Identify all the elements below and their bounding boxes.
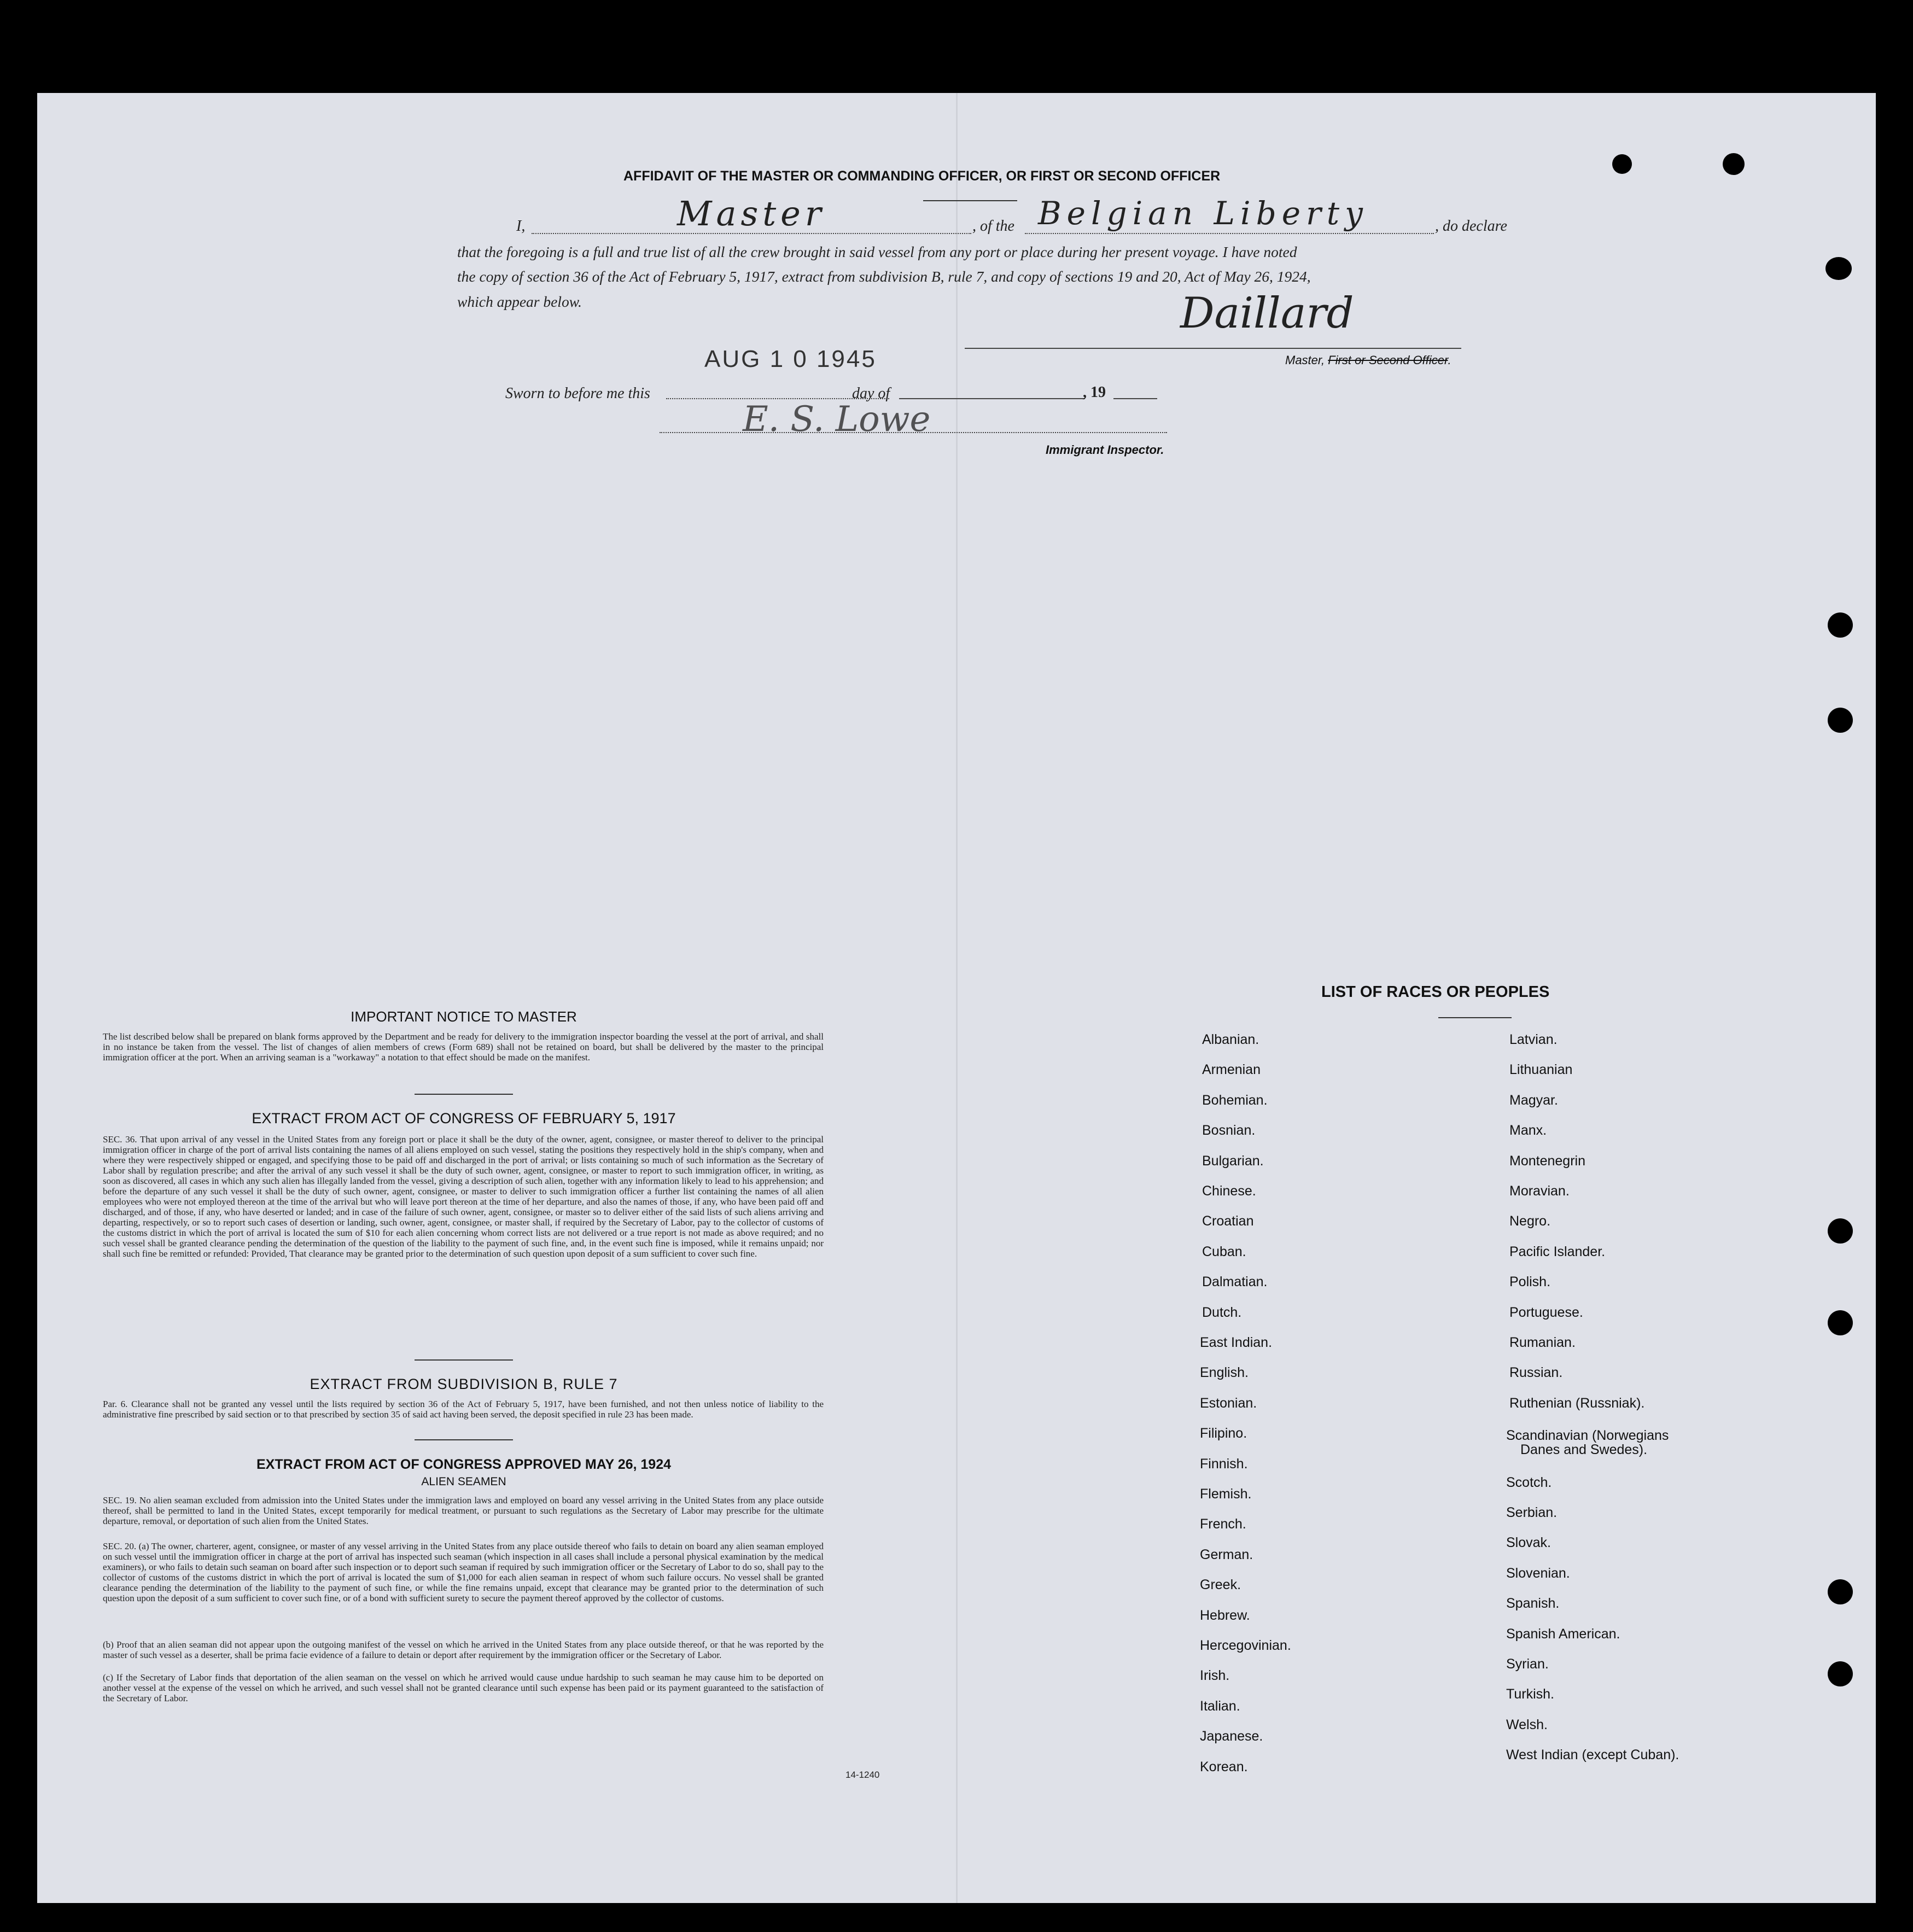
race-item: Chinese. xyxy=(1202,1183,1256,1199)
race-item: Magyar. xyxy=(1509,1092,1558,1108)
races-title: LIST OF RACES OR PEOPLES xyxy=(1321,983,1550,1001)
vessel-name-line xyxy=(1025,233,1434,234)
race-item: Dalmatian. xyxy=(1202,1274,1268,1290)
punch-hole xyxy=(1723,153,1745,175)
separator xyxy=(415,1439,513,1440)
race-item: Russian. xyxy=(1509,1365,1563,1381)
race-item: Spanish. xyxy=(1506,1596,1560,1612)
rule7-title: EXTRACT FROM SUBDIVISION B, RULE 7 xyxy=(310,1376,618,1392)
affidavit-body-line-1: that the foregoing is a full and true list of all the crew brought in said vessel from any port or place during her present voyage. I have noted xyxy=(457,243,1297,260)
race-item: Turkish. xyxy=(1506,1686,1554,1702)
form-number: 14-1240 xyxy=(845,1770,880,1780)
race-item: Bohemian. xyxy=(1202,1092,1268,1108)
extract-1924-sec20a: SEC. 20. (a) The owner, charterer, agent, consignee, or master of any vessel arriving in the United States from any place outside thereof who fails to detain on board any alien seaman employed on such vessel until the immigration officer in charge at the port of arrival has inspected such seaman (which inspection in all cases shall include a personal physical examination by the medical examiners), or who fails to detain such seaman on board after such inspection or to deport such seaman if required by such immigration officer or the Secretary of Labor to do so, shall pay to the collector of customs of the customs district in which the port of arrival is located the sum of $1,000 for each alien seaman in respect of whom such failure occurs. No vessel shall be granted clearance pending the determination of the liability to the payment of such fine, or while the fine remains unpaid, except that clearance may be granted prior to the determination of such question upon the deposit of a sum sufficient to cover such fine, or of a bond with sufficient surety to secure the payment thereof approved by the collector of customs. xyxy=(103,1541,824,1603)
race-item: Filipino. xyxy=(1200,1426,1247,1441)
punch-hole xyxy=(1828,1661,1853,1686)
center-fold xyxy=(956,93,958,1903)
race-item: Ruthenian (Russniak). xyxy=(1509,1395,1645,1411)
race-item: Armenian xyxy=(1202,1062,1261,1078)
extract-1924-sec19: SEC. 19. No alien seaman excluded from admission into the United States under the immigration laws and employed on board any vessel arriving in the United States from any place outside thereof, shall be permitted to land in the United States, except temporarily for medical treatment, or pursuant to such regulations as the Secretary of Labor may prescribe for the ultimate departure, removal, or deportation of such alien from the United States. xyxy=(103,1495,824,1526)
affidavit-title: AFFIDAVIT OF THE MASTER OR COMMANDING OFFICER, OR FIRST OR SECOND OFFICER xyxy=(623,168,1221,184)
vessel-name-handwriting: Belgian Liberty xyxy=(1038,195,1368,232)
race-item: Hercegovinian. xyxy=(1200,1638,1291,1653)
race-item: Croatian xyxy=(1202,1213,1254,1229)
race-item: Italian. xyxy=(1200,1698,1240,1714)
race-item: German. xyxy=(1200,1546,1253,1562)
race-item: English. xyxy=(1200,1365,1249,1381)
extract-1917-title: EXTRACT FROM ACT OF CONGRESS OF FEBRUARY 5, 1917 xyxy=(252,1110,676,1126)
race-item: Danes and Swedes). xyxy=(1520,1442,1648,1458)
title-rule xyxy=(923,200,1017,201)
race-item: Bulgarian. xyxy=(1202,1153,1264,1169)
race-item: Hebrew. xyxy=(1200,1607,1250,1623)
race-item: Slovenian. xyxy=(1506,1565,1570,1581)
extract-1924-subtitle: ALIEN SEAMEN xyxy=(421,1475,506,1488)
race-item: Welsh. xyxy=(1506,1717,1548,1732)
race-item: Spanish American. xyxy=(1506,1626,1620,1642)
race-item: Albanian. xyxy=(1202,1032,1259,1047)
race-item: French. xyxy=(1200,1516,1246,1532)
inspector-signature: E. S. Lowe xyxy=(743,399,931,440)
punch-hole xyxy=(1828,612,1853,638)
sworn-year-line xyxy=(1113,398,1157,399)
punch-hole xyxy=(1828,1218,1853,1244)
race-item: Polish. xyxy=(1509,1274,1551,1290)
day-of-label: day of xyxy=(852,385,890,402)
punch-hole xyxy=(1828,1310,1853,1335)
race-item: Negro. xyxy=(1509,1213,1551,1229)
master-signature: Daillard xyxy=(1180,289,1354,338)
separator xyxy=(415,1359,513,1361)
of-the-label: , of the xyxy=(972,218,1014,235)
race-item: Estonian. xyxy=(1200,1395,1257,1411)
race-item: Pacific Islander. xyxy=(1509,1244,1606,1259)
race-item: East Indian. xyxy=(1200,1335,1273,1350)
notice-text: The list described below shall be prepared on blank forms approved by the Department and be ready for delivery to the immigration inspector boarding the vessel at the port of arrival, and shall in no instance be taken from the vessel. The list of changes of alien members of crews (Form 689) shall not be retained on board, but shall be delivered by the master to the principal immigration officer at the port. When an arriving seaman is a "workaway" a notation to that effect should be made on the manifest. xyxy=(103,1031,824,1063)
affidavit-body-line-2: the copy of section 36 of the Act of February 5, 1917, extract from subdivision B, rule 7, and copy of sections 19 and 20, Act of May 26, 1924, xyxy=(457,268,1311,285)
signer-caption-struck: First or Second Officer xyxy=(1328,353,1448,367)
race-item: Bosnian. xyxy=(1202,1123,1256,1139)
punch-hole xyxy=(1828,708,1853,733)
race-item: Rumanian. xyxy=(1509,1335,1576,1350)
race-item: Scandinavian (Norwegians xyxy=(1506,1428,1669,1444)
signer-caption-end: . xyxy=(1448,353,1451,367)
sworn-label: Sworn to before me this xyxy=(505,385,650,402)
race-item: Manx. xyxy=(1509,1123,1547,1139)
extract-1917-text: SEC. 36. That upon arrival of any vessel in the United States from any foreign port or place it shall be the duty of the owner, agent, consignee, or master thereof to deliver to the principal immigration officer in charge of the port of arrival lists containing the names of all aliens employed on such vessel, stating the positions they respectively hold in the ship's company, when and where they were respectively shipped or engaged, and specifying those to be paid off and discharged in the port of arrival; or lists containing so much of such information as the Secretary of Labor shall by regulation prescribe; and after the arrival of any such vessel it shall be the duty of such owner, agent, consignee, or master to report to such immigration officer, in writing, as soon as discovered, all cases in which any such alien has illegally landed from the vessel, giving a description of such alien, together with any information likely to lead to his apprehension; and before the departure of any such vessel it shall be the duty of such owner, agent, consignee, or master to deliver to such immigration officer a further list containing the names of all alien employees who were not employed thereon at the time of the arrival but who will leave port thereon at the time of her departure, and also the names of those, if any, who have been paid off and discharged, and of those, if any, who have deserted or landed; and in case of the failure of such owner, agent, consignee, or master so to deliver either of the said lists of such aliens arriving and departing, respectively, or so to report such cases of desertion or landing, such owner, agent, consignee, or master shall, if required by the Secretary of Labor, pay to the collector of customs of the customs district in which the port of arrival is located the sum of $10 for each alien concerning whom correct lists are not delivered or a true report is not made as above required; and no such vessel shall be granted clearance pending the determination of the question of the liability to the payment of such fine, and, in the event such fine is imposed, while it remains unpaid; nor shall such fine be remitted or refunded: Provided, That clearance may be granted prior to the determination of such question upon deposit of a sum sufficient to cover such fine. xyxy=(103,1134,824,1259)
race-item: Moravian. xyxy=(1509,1183,1570,1199)
punch-hole xyxy=(1825,257,1852,280)
races-title-rule xyxy=(1438,1017,1512,1018)
rule7-text: Par. 6. Clearance shall not be granted any vessel until the lists required by section 36 of the Act of February 5, 1917, have been furnished, and not then unless notice of liability to the administrative fine prescribed by said section or to that prescribed by section 35 of said act having been served, the deposit specified in rule 23 has been made. xyxy=(103,1399,824,1420)
punch-hole xyxy=(1612,154,1632,174)
race-item: Slovak. xyxy=(1506,1535,1551,1551)
form-sheet xyxy=(37,93,1876,1903)
race-item: Serbian. xyxy=(1506,1505,1558,1520)
declare-label: , do declare xyxy=(1435,218,1507,235)
master-name-handwriting: Master xyxy=(677,194,826,234)
race-item: Lithuanian xyxy=(1509,1062,1573,1078)
race-item: Greek. xyxy=(1200,1577,1241,1593)
race-item: Scotch. xyxy=(1506,1474,1552,1490)
signer-caption-master: Master, xyxy=(1285,353,1325,367)
race-item: Latvian. xyxy=(1509,1032,1558,1047)
inspector-caption: Immigrant Inspector. xyxy=(1046,443,1164,457)
race-item: Korean. xyxy=(1200,1759,1248,1775)
race-item: Japanese. xyxy=(1200,1729,1263,1744)
inspector-signature-line xyxy=(660,432,1167,433)
race-item: Portuguese. xyxy=(1509,1304,1583,1320)
signature-line xyxy=(965,348,1461,349)
punch-hole xyxy=(1828,1579,1853,1604)
race-item: Flemish. xyxy=(1200,1486,1252,1502)
race-item: Irish. xyxy=(1200,1668,1230,1684)
extract-1924-sec20b: (b) Proof that an alien seaman did not appear upon the outgoing manifest of the vessel on which he arrived in the United States from any place outside thereof, or that he was reported by the master of such vessel as a deserter, shall be prima facie evidence of a failure to detain or deport after requirement by the immigration officer or the Secretary of Labor. xyxy=(103,1639,824,1660)
race-item: Cuban. xyxy=(1202,1244,1246,1259)
notice-title: IMPORTANT NOTICE TO MASTER xyxy=(351,1008,577,1025)
separator xyxy=(415,1094,513,1095)
i-label: I, xyxy=(516,218,526,235)
year-label: , 19 xyxy=(1083,384,1106,401)
race-item: West Indian (except Cuban). xyxy=(1506,1747,1679,1763)
extract-1924-sec20c: (c) If the Secretary of Labor finds that deportation of the alien seaman on the vessel on which he arrived would cause undue hardship to such seaman he may cause him to be deported on another vessel at the expense of the vessel on which he arrived, and such vessel shall not be granted clearance until such expense has been paid or its payment guaranteed to the satisfaction of the Secretary of Labor. xyxy=(103,1672,824,1703)
race-item: Montenegrin xyxy=(1509,1153,1585,1169)
race-item: Syrian. xyxy=(1506,1656,1549,1672)
signer-caption xyxy=(1285,353,1451,367)
race-item: Dutch. xyxy=(1202,1304,1242,1320)
affidavit-body-line-3: which appear below. xyxy=(457,293,582,310)
extract-1924-title: EXTRACT FROM ACT OF CONGRESS APPROVED MAY 26, 1924 xyxy=(256,1457,672,1472)
date-stamp: AUG 1 0 1945 xyxy=(704,346,877,372)
race-item: Finnish. xyxy=(1200,1456,1248,1472)
